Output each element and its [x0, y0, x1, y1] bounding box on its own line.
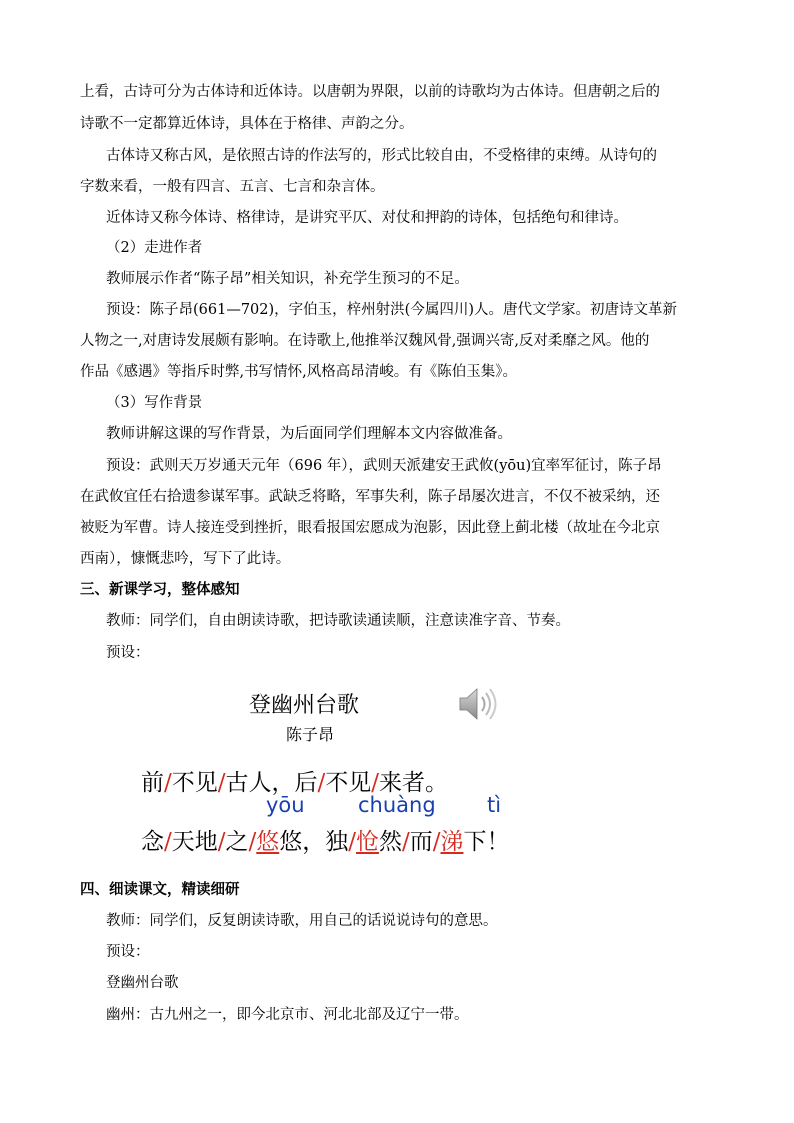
paragraph-line: 人物之一,对唐诗发展颇有影响。在诗歌上,他推举汉魏风骨,强调兴寄,反对柔靡之风。他的 — [80, 333, 650, 349]
paragraph-line: 幽州：古九州之一，即今北京市、河北北部及辽宁一带。 — [106, 1007, 469, 1023]
paragraph-line: 登幽州台歌 — [106, 975, 179, 991]
poem-text: 之 — [225, 829, 249, 855]
paragraph-line: 预设：陈子昂(661—702)，字伯玉，梓州射洪(今属四川)人。唐代文学家。初唐诗文革新 — [106, 302, 677, 318]
pause-mark: / — [164, 770, 172, 796]
section-heading: （2）走进作者 — [106, 240, 203, 256]
poem-text: 下！ — [463, 829, 510, 855]
pause-mark: / — [317, 770, 326, 796]
highlight-char: 怆 — [356, 829, 379, 855]
paragraph-line: 预设：武则天万岁通天元年（696 年），武则天派建安王武攸(yōu)宜率军征讨，陈子昂 — [106, 458, 662, 474]
poem-text: 来者。 — [379, 770, 448, 796]
pinyin-you: yōu — [266, 793, 305, 817]
poem-text: 不见 — [325, 770, 372, 796]
speaker-icon[interactable] — [456, 684, 500, 724]
paragraph-line: 教师展示作者“陈子昂”相关知识，补充学生预习的不足。 — [106, 271, 469, 287]
pinyin-chuang: chuàng — [358, 793, 436, 817]
paragraph-line: 教师：同学们，自由朗读诗歌，把诗歌读通读顺，注意读准字音、节奏。 — [106, 613, 570, 629]
pause-mark: / — [217, 829, 226, 855]
poem-text: 天地 — [171, 829, 218, 855]
poem-title: 登幽州台歌 — [249, 693, 360, 718]
poem-text: 念 — [141, 829, 164, 855]
pause-mark: / — [371, 770, 379, 796]
paragraph-line: 西南），慷慨悲吟，写下了此诗。 — [80, 551, 291, 567]
poem-text: 悠，独 — [279, 829, 349, 855]
pause-mark: / — [248, 829, 257, 855]
poem-text: 不见 — [171, 770, 218, 796]
pause-mark: / — [432, 829, 441, 855]
paragraph-line: 预设： — [106, 645, 150, 661]
poem-author: 陈子昂 — [286, 725, 335, 744]
section-heading: 三、新课学习，整体感知 — [80, 581, 240, 598]
paragraph-line: 被贬为军曹。诗人接连受到挫折，眼看报国宏愿成为泡影，因此登上蓟北楼（故址在今北京 — [80, 520, 660, 536]
paragraph-line: 教师讲解这课的写作背景，为后面同学们理解本文内容做准备。 — [106, 426, 512, 442]
poem-text: 古人，后 — [225, 770, 318, 796]
section-heading: 四、细读课文，精读细研 — [80, 881, 240, 898]
poem-text: 前 — [141, 770, 164, 796]
highlight-char: 悠 — [256, 829, 280, 855]
paragraph-line: 字数来看，一般有四言、五言、七言和杂言体。 — [80, 179, 385, 195]
paragraph-line: 古体诗又称古风，是依照古诗的作法写的，形式比较自由，不受格律的束缚。从诗句的 — [106, 148, 657, 164]
paragraph-line: 诗歌不一定都算近体诗，具体在于格律、声韵之分。 — [80, 116, 414, 132]
pause-mark: / — [348, 829, 356, 855]
pause-mark: / — [217, 770, 226, 796]
highlight-char: 涕 — [440, 829, 464, 855]
paragraph-line: 预设： — [106, 944, 150, 960]
pause-mark: / — [164, 829, 172, 855]
paragraph-line: 近体诗又称今体诗、格律诗，是讲究平仄、对仗和押韵的诗体，包括绝句和律诗。 — [106, 210, 628, 226]
paragraph-line: 在武攸宜任右拾遗参谋军事。武缺乏将略，军事失利，陈子昂屡次进言，不仅不被采纳，还 — [80, 489, 660, 505]
paragraph-line: 上看，古诗可分为古体诗和近体诗。以唐朝为界限，以前的诗歌均为古体诗。但唐朝之后的 — [80, 84, 660, 100]
paragraph-line: 作品《感遇》等指斥时弊,书写情怀,风格高昂清峻。有《陈伯玉集》。 — [80, 364, 517, 380]
paragraph-line: 教师：同学们，反复朗读诗歌，用自己的话说说诗句的意思。 — [106, 913, 498, 929]
poem-text: 而 — [409, 829, 433, 855]
section-heading: （3）写作背景 — [106, 395, 203, 411]
pause-mark: / — [402, 829, 410, 855]
pinyin-ti: tì — [487, 793, 502, 817]
poem-text: 然 — [379, 829, 402, 855]
poem-line-2 — [141, 823, 510, 856]
